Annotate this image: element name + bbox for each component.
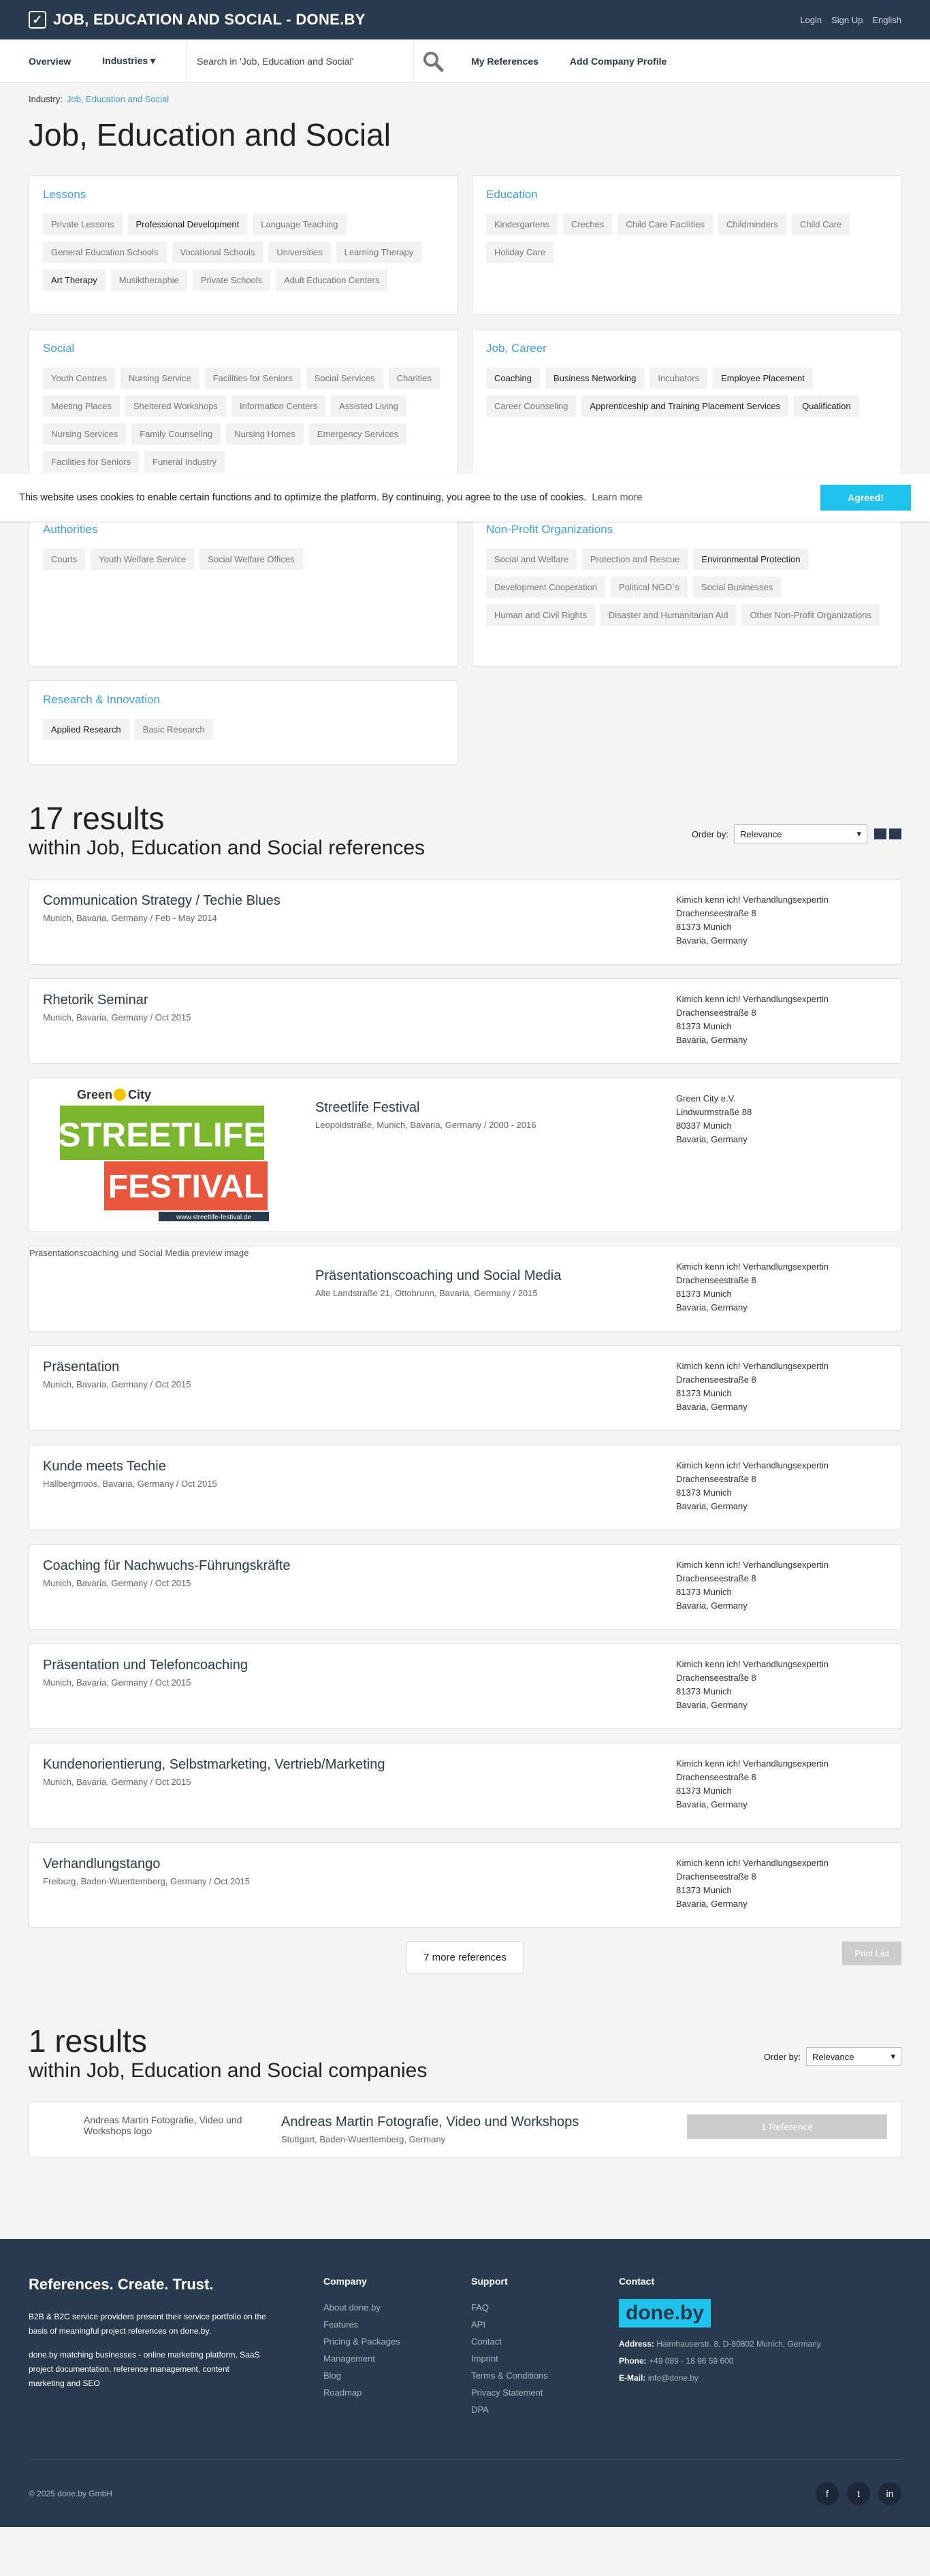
reference-meta: Munich, Bavaria, Germany / Oct 2015 xyxy=(43,1578,191,1588)
reference-title[interactable]: Kundenorientierung, Selbstmarketing, Vertrieb/Marketing xyxy=(43,1757,385,1772)
category-tag[interactable]: Private Schools xyxy=(193,270,270,291)
reference-address xyxy=(676,893,887,952)
phone-value[interactable]: +49 089 - 18 96 59 600 xyxy=(649,2356,734,2366)
address-line: Bavaria, Germany xyxy=(676,1035,748,1045)
nav-industries[interactable]: Industries ▾ xyxy=(102,55,156,66)
category-card xyxy=(472,502,901,666)
footer-link[interactable]: About done.by xyxy=(323,2302,381,2313)
reference-item[interactable] xyxy=(29,1743,901,1829)
reference-main xyxy=(43,1558,676,1617)
reference-address xyxy=(676,1459,887,1517)
order-control xyxy=(692,824,901,843)
category-tag[interactable]: Protection and Rescue xyxy=(582,549,688,570)
category-tag[interactable]: Social Welfare Offices xyxy=(199,549,302,570)
footer-link[interactable]: Features xyxy=(323,2319,359,2330)
address-line: 81373 Munich xyxy=(676,922,732,932)
reference-address xyxy=(676,1359,887,1418)
reference-title[interactable]: Kunde meets Techie xyxy=(43,1459,166,1474)
category-title[interactable]: Non-Profit Organizations xyxy=(486,523,613,536)
category-tag[interactable]: Coaching xyxy=(486,368,540,389)
page-title: Job, Education and Social xyxy=(29,117,391,152)
print-list-button[interactable]: Print List xyxy=(842,1942,901,1965)
cookie-text: This website uses cookies to enable certain functions and to optimize the platform. By continuing, you agree to the use of cookies. xyxy=(19,492,587,503)
search-input[interactable]: Search in 'Job, Education and Social' xyxy=(187,39,414,83)
category-tag[interactable]: Musiktheraphie xyxy=(111,270,187,291)
category-tag[interactable]: Adult Education Centers xyxy=(276,270,387,291)
category-tag[interactable]: Information Centers xyxy=(231,396,325,417)
category-tag[interactable]: Political NGO´s xyxy=(611,577,688,598)
facebook-icon[interactable]: f xyxy=(816,2482,839,2505)
reference-main xyxy=(315,1092,676,1219)
category-tag[interactable]: Applied Research xyxy=(43,719,129,740)
references-count: 17 results xyxy=(29,801,165,836)
address-label: Address: xyxy=(619,2339,655,2349)
phone-label: Phone: xyxy=(619,2356,647,2366)
companies-header xyxy=(29,2023,901,2082)
category-tag[interactable]: Social and Welfare xyxy=(486,549,577,570)
nav-bar xyxy=(0,39,930,83)
address-company[interactable]: Kimich kenn ich! Verhandlungsexpertin xyxy=(676,1659,829,1669)
address-value: Haimhauserstr. 8, D-80802 Munich, Germany xyxy=(656,2339,821,2349)
category-tag[interactable]: Charities xyxy=(389,368,440,389)
crumb-label: Industry: xyxy=(29,94,63,104)
streetlife-festival-logo xyxy=(29,1078,302,1231)
company-location: Stuttgart, Baden-Wuerttemberg, Germany xyxy=(281,2134,446,2144)
tag-list xyxy=(486,214,887,263)
done-by-logo[interactable]: done.by xyxy=(619,2299,711,2328)
address-company[interactable]: Kimich kenn ich! Verhandlungsexpertin xyxy=(676,1560,829,1570)
footer-title: References. Create. Trust. xyxy=(29,2276,214,2293)
tag-list xyxy=(486,368,887,417)
reference-main xyxy=(43,1658,676,1716)
category-tag[interactable]: Learning Therapy xyxy=(336,242,422,263)
company-logo: Andreas Martin Fotografie, Video und Workshops logo xyxy=(84,2114,242,2136)
cookie-banner xyxy=(0,474,930,521)
logo-text: FESTIVAL xyxy=(108,1169,264,1205)
category-tag[interactable]: Nursing Homes xyxy=(226,423,304,445)
address-line: Bavaria, Germany xyxy=(676,1302,748,1313)
brand-title: JOB, EDUCATION AND SOCIAL - DONE.BY xyxy=(53,11,366,28)
address-company[interactable]: Green City e.V. xyxy=(676,1093,736,1104)
footer xyxy=(0,2239,930,2527)
order-label: Order by: xyxy=(763,2051,801,2062)
reference-title[interactable]: Communication Strategy / Techie Blues xyxy=(43,893,280,908)
reference-item[interactable] xyxy=(29,978,901,1064)
email-label: E-Mail: xyxy=(619,2373,646,2383)
category-tag[interactable]: Vocational Schools xyxy=(172,242,263,263)
category-tag[interactable]: Development Cooperation xyxy=(486,577,605,598)
category-tag[interactable]: Emergency Services xyxy=(309,423,406,445)
address-company[interactable]: Kimich kenn ich! Verhandlungsexpertin xyxy=(676,994,829,1004)
category-tag[interactable]: Human and Civil Rights xyxy=(486,605,595,626)
address-line: 81373 Munich xyxy=(676,1021,732,1031)
reference-main xyxy=(43,1359,676,1418)
reference-title[interactable]: Präsentation xyxy=(43,1359,120,1374)
category-tag[interactable]: Youth Centres xyxy=(43,368,115,389)
category-tag[interactable]: Facilities for Seniors xyxy=(43,451,139,472)
category-tag[interactable]: Nursing Service xyxy=(121,368,199,389)
check-logo-icon: ✓ xyxy=(29,11,46,29)
category-tag[interactable]: Family Counseling xyxy=(131,423,221,445)
category-tag[interactable]: Incubators xyxy=(650,368,707,389)
category-title[interactable]: Social xyxy=(43,342,75,355)
reference-title[interactable]: Coaching für Nachwuchs-Führungskräfte xyxy=(43,1558,291,1573)
category-tag[interactable]: Assisted Living xyxy=(331,396,406,417)
reference-main xyxy=(315,1260,676,1319)
footer-link[interactable]: Terms & Conditions xyxy=(471,2370,548,2381)
references-header xyxy=(29,800,901,860)
address-line: Drachenseestraße 8 xyxy=(676,1275,756,1285)
footer-contact-heading: Contact xyxy=(619,2276,655,2287)
footer-text: B2B & B2C service providers present their service portfolio on the basis of meaningful project references on done.by. xyxy=(29,2312,266,2336)
footer-link[interactable]: Blog xyxy=(323,2370,342,2381)
footer-company-heading: Company xyxy=(323,2276,367,2287)
reference-address xyxy=(676,1558,887,1617)
company-reference-button[interactable]: 1 Reference xyxy=(687,2114,887,2139)
logo-text: Green xyxy=(77,1088,113,1101)
reference-title[interactable]: Präsentation und Telefoncoaching xyxy=(43,1658,248,1673)
learn-more-link[interactable]: Learn more xyxy=(592,492,643,503)
category-card xyxy=(29,329,458,488)
crumb-industry-link[interactable]: Job, Education and Social xyxy=(66,94,170,104)
category-tag[interactable]: Basic Research xyxy=(135,719,213,740)
address-line: 81373 Munich xyxy=(676,1487,732,1498)
reference-main xyxy=(43,1757,676,1816)
company-title[interactable]: Andreas Martin Fotografie, Video und Workshops xyxy=(281,2114,579,2129)
login-link[interactable]: Login xyxy=(800,14,822,25)
reference-address xyxy=(676,1757,887,1816)
nav-my-references[interactable]: My References xyxy=(471,55,539,67)
reference-item[interactable] xyxy=(29,1445,901,1530)
more-references-button[interactable]: 7 more references xyxy=(406,1942,524,1974)
address-line: Bavaria, Germany xyxy=(676,1501,748,1511)
category-tag[interactable]: Social Services xyxy=(306,368,383,389)
category-card xyxy=(472,329,901,488)
category-tag[interactable]: Private Lessons xyxy=(43,214,123,235)
reference-item[interactable] xyxy=(29,879,901,965)
order-value: Relevance xyxy=(812,2051,854,2062)
signup-link[interactable]: Sign Up xyxy=(831,14,863,25)
order-control xyxy=(764,2047,901,2066)
address-line: 81373 Munich xyxy=(676,1885,732,1895)
logo-url: www.streetlife-festival.de xyxy=(176,1214,252,1221)
copyright: © 2025 done.by GmbH xyxy=(29,2488,112,2498)
category-tag[interactable]: Other Non-Profit Organizations xyxy=(741,605,879,626)
footer-link[interactable]: API xyxy=(471,2319,485,2330)
category-tag[interactable]: Kindergartens xyxy=(486,214,558,235)
address-line: Bavaria, Germany xyxy=(676,1899,748,1909)
tag-list xyxy=(486,549,887,626)
brand[interactable] xyxy=(29,11,366,29)
breadcrumb xyxy=(29,94,901,104)
footer-link[interactable]: Roadmap xyxy=(323,2387,362,2398)
category-tag[interactable]: Qualification xyxy=(794,396,859,417)
order-select[interactable] xyxy=(806,2047,901,2066)
reference-item[interactable] xyxy=(29,1842,901,1928)
category-title[interactable]: Education xyxy=(486,188,538,201)
reference-image: Präsentationscoaching und Social Media preview image xyxy=(29,1248,249,1258)
category-tag[interactable]: Apprenticeship and Training Placement Services xyxy=(581,396,788,417)
reference-address xyxy=(676,1092,887,1219)
category-tag[interactable]: Childminders xyxy=(718,214,786,235)
address-line: Bavaria, Germany xyxy=(676,1700,748,1710)
tag-list xyxy=(43,719,444,740)
category-card xyxy=(29,502,458,666)
content xyxy=(29,94,901,2157)
address-line: Bavaria, Germany xyxy=(676,935,748,946)
logo-text: STREETLIFE xyxy=(58,1116,266,1154)
reference-item[interactable] xyxy=(29,1246,901,1332)
category-tag[interactable]: Creches xyxy=(563,214,612,235)
address-line: 80337 Munich xyxy=(676,1121,732,1131)
category-tag[interactable]: Professional Development xyxy=(128,214,248,235)
cookie-agree-button[interactable]: Agreed! xyxy=(820,485,911,511)
references-subtitle: within Job, Education and Social references xyxy=(29,837,426,859)
language-link[interactable]: English xyxy=(872,14,901,25)
category-tag[interactable]: Child Care xyxy=(792,214,850,235)
address-line: Drachenseestraße 8 xyxy=(676,1474,756,1484)
reference-address xyxy=(676,1856,887,1915)
reference-main xyxy=(43,1459,676,1517)
twitter-icon[interactable]: t xyxy=(847,2482,870,2505)
address-line: 81373 Munich xyxy=(676,1388,732,1398)
address-company[interactable]: Kimich kenn ich! Verhandlungsexpertin xyxy=(676,895,829,905)
footer-support-heading: Support xyxy=(471,2276,508,2287)
address-company[interactable]: Kimich kenn ich! Verhandlungsexpertin xyxy=(676,1758,829,1769)
category-tag[interactable]: Child Care Facilities xyxy=(618,214,713,235)
address-line: Drachenseestraße 8 xyxy=(676,1374,756,1385)
reference-meta: Leopoldstraße, Munich, Bavaria, Germany / 2000 - 2016 xyxy=(315,1120,536,1130)
category-card xyxy=(29,680,458,764)
category-tag[interactable]: Facilities for Seniors xyxy=(205,368,301,389)
reference-main xyxy=(43,1856,676,1915)
address-line: 81373 Munich xyxy=(676,1587,732,1597)
reference-main xyxy=(43,893,676,952)
category-tag[interactable]: Courts xyxy=(43,549,85,570)
nav-overview[interactable]: Overview xyxy=(29,55,71,67)
address-line: 81373 Munich xyxy=(676,1289,732,1299)
category-tag[interactable]: Environmental Protection xyxy=(693,549,808,570)
category-tag[interactable]: Universities xyxy=(268,242,330,263)
companies-count: 1 results xyxy=(29,2023,147,2059)
address-line: Lindwurmstraße 88 xyxy=(676,1107,752,1117)
address-line: Drachenseestraße 8 xyxy=(676,908,756,918)
reference-item[interactable] xyxy=(29,1078,901,1232)
email-value[interactable]: info@done.by xyxy=(647,2373,699,2383)
more-row xyxy=(29,1942,901,1974)
category-title[interactable]: Authorities xyxy=(43,523,98,536)
footer-link[interactable]: Imprint xyxy=(471,2353,498,2364)
address-line: Drachenseestraße 8 xyxy=(676,1673,756,1683)
reference-address xyxy=(676,1260,887,1319)
category-grid xyxy=(29,175,901,764)
address-line: Drachenseestraße 8 xyxy=(676,1772,756,1782)
reference-title[interactable]: Streetlife Festival xyxy=(315,1100,420,1115)
reference-meta: Alte Landstraße 21, Ottobrunn, Bavaria, Germany / 2015 xyxy=(315,1288,538,1298)
category-tag[interactable]: Sheltered Workshops xyxy=(125,396,226,417)
reference-meta: Munich, Bavaria, Germany / Oct 2015 xyxy=(43,1677,191,1688)
reference-meta: Munich, Bavaria, Germany / Feb - May 2014 xyxy=(43,913,217,923)
address-line: Bavaria, Germany xyxy=(676,1799,748,1809)
address-line: Bavaria, Germany xyxy=(676,1402,748,1412)
reference-title[interactable]: Verhandlungstango xyxy=(43,1856,161,1871)
category-tag[interactable]: Language Teaching xyxy=(253,214,346,235)
reference-list xyxy=(29,879,901,1928)
footer-link[interactable]: FAQ xyxy=(471,2302,490,2313)
category-title[interactable]: Research & Innovation xyxy=(43,693,160,706)
reference-meta: Freiburg, Baden-Wuerttemberg, Germany / Oct 2015 xyxy=(43,1876,250,1886)
tag-list xyxy=(43,368,444,472)
order-label: Order by: xyxy=(691,828,728,839)
reference-item[interactable] xyxy=(29,1544,901,1630)
search-icon[interactable] xyxy=(414,39,452,83)
order-value: Relevance xyxy=(740,828,782,839)
reference-title[interactable]: Rhetorik Seminar xyxy=(43,993,148,1008)
chevron-down-icon: ▾ xyxy=(856,828,861,839)
company-item[interactable] xyxy=(29,2102,901,2157)
nav-add-company-profile[interactable]: Add Company Profile xyxy=(569,55,667,67)
category-card xyxy=(472,175,901,315)
footer-text: done.by matching businesses - online marketing platform, SaaS project documentation, reference management, content marketing and SEO xyxy=(29,2350,260,2388)
tag-list xyxy=(43,549,444,570)
address-line: Bavaria, Germany xyxy=(676,1600,748,1611)
footer-link[interactable]: DPA xyxy=(471,2404,489,2415)
category-tag[interactable]: Funeral Industry xyxy=(144,451,225,472)
footer-link[interactable]: Pricing & Packages xyxy=(323,2336,400,2347)
address-company[interactable]: Kimich kenn ich! Verhandlungsexpertin xyxy=(676,1361,829,1371)
category-tag[interactable]: Disaster and Humanitarian Aid xyxy=(600,605,737,626)
category-tag[interactable]: Art Therapy xyxy=(43,270,106,291)
address-line: Drachenseestraße 8 xyxy=(676,1871,756,1882)
reference-title[interactable]: Präsentationscoaching und Social Media xyxy=(315,1268,562,1283)
address-line: Drachenseestraße 8 xyxy=(676,1008,756,1018)
footer-link[interactable]: Contact xyxy=(471,2336,502,2347)
address-company[interactable]: Kimich kenn ich! Verhandlungsexpertin xyxy=(676,1858,829,1868)
address-company[interactable]: Kimich kenn ich! Verhandlungsexpertin xyxy=(676,1261,829,1272)
category-tag[interactable]: Business Networking xyxy=(545,368,644,389)
category-tag[interactable]: Employee Placement xyxy=(713,368,813,389)
category-tag[interactable]: Meeting Places xyxy=(43,396,120,417)
reference-meta: Hallbergmoos, Bavaria, Germany / Oct 2015 xyxy=(43,1479,217,1489)
address-company[interactable]: Kimich kenn ich! Verhandlungsexpertin xyxy=(676,1460,829,1470)
reference-meta: Munich, Bavaria, Germany / Oct 2015 xyxy=(43,1777,191,1787)
grid-view-icon[interactable] xyxy=(874,828,886,839)
category-title[interactable]: Lessons xyxy=(43,188,86,201)
category-tag[interactable]: Social Businesses xyxy=(693,577,782,598)
category-tag[interactable]: Nursing Services xyxy=(43,423,126,445)
address-line: 81373 Munich xyxy=(676,1786,732,1796)
reference-meta: Munich, Bavaria, Germany / Oct 2015 xyxy=(43,1379,191,1389)
category-tag[interactable]: Youth Welfare Service xyxy=(91,549,194,570)
top-links xyxy=(800,15,901,25)
footer-link[interactable]: Management xyxy=(323,2353,375,2364)
category-tag[interactable]: General Education Schools xyxy=(43,242,167,263)
chevron-down-icon: ▾ xyxy=(891,2051,895,2061)
category-tag[interactable]: Holiday Care xyxy=(486,242,554,263)
footer-link[interactable]: Privacy Statement xyxy=(471,2387,543,2398)
reference-item[interactable] xyxy=(29,1345,901,1431)
footer-bottom xyxy=(29,2459,901,2527)
logo-text: City xyxy=(128,1088,152,1101)
reference-address xyxy=(676,1658,887,1716)
category-tag[interactable]: Career Counseling xyxy=(486,396,576,417)
tag-list xyxy=(43,214,444,291)
companies-subtitle: within Job, Education and Social companies xyxy=(29,2059,428,2082)
address-line: Bavaria, Germany xyxy=(676,1134,748,1144)
address-line: Drachenseestraße 8 xyxy=(676,1573,756,1583)
list-view-icon[interactable] xyxy=(889,828,901,839)
reference-main xyxy=(43,993,676,1051)
address-line: 81373 Munich xyxy=(676,1686,732,1696)
category-card xyxy=(29,175,458,315)
reference-meta: Munich, Bavaria, Germany / Oct 2015 xyxy=(43,1012,191,1023)
category-title[interactable]: Job, Career xyxy=(486,342,547,355)
reference-item[interactable] xyxy=(29,1643,901,1729)
reference-address xyxy=(676,993,887,1051)
linkedin-icon[interactable]: in xyxy=(878,2482,901,2505)
top-bar xyxy=(0,0,930,39)
order-select[interactable] xyxy=(734,824,867,843)
